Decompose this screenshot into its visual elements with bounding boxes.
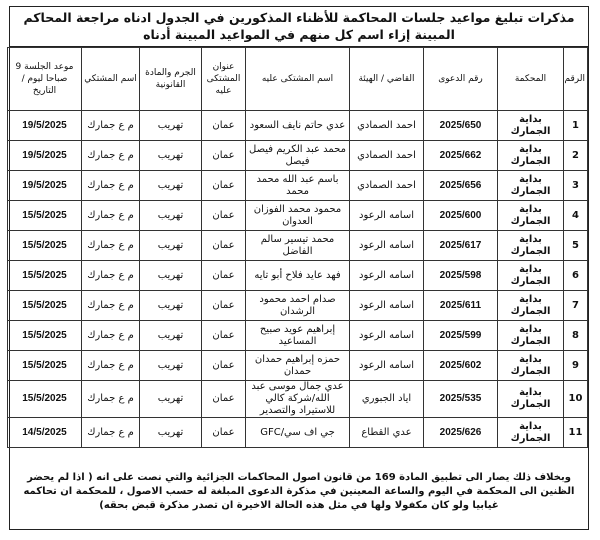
cell-date: 14/5/2025	[8, 418, 82, 448]
cell-num: 6	[564, 261, 588, 291]
cell-date: 19/5/2025	[8, 111, 82, 141]
cell-court: بداية الجمارك	[498, 261, 564, 291]
cell-date: 15/5/2025	[8, 351, 82, 381]
header-crime: الجرم والمادة القانونية	[140, 48, 202, 111]
legal-footer-note: وبخلاف ذلك يصار الى تطبيق المادة 169 من قانون اصول المحاكمات الجزائية والتي نصت على انه ( اذا لم يحضر الظنين الى المحكمة في اليوم والساعة المعينين في مذكرة الدعوى المبلغة له حسب الاصول ، للمحكمة ان تحاكمه غيابيا ولو كان مكفولا ولها في مثل هذه الحالة الاخيرة ان تصدر مذكرة قبض بحقه)	[23, 472, 575, 511]
cell-num: 7	[564, 291, 588, 321]
cell-num: 5	[564, 231, 588, 261]
cell-court: بداية الجمارك	[498, 201, 564, 231]
cell-address: عمان	[202, 141, 246, 171]
cell-judge: عدي القطاع	[350, 418, 424, 448]
table-row	[8, 231, 588, 261]
table-row	[8, 201, 588, 231]
cell-court: بداية الجمارك	[498, 291, 564, 321]
cell-address: عمان	[202, 171, 246, 201]
cell-date: 15/5/2025	[8, 231, 82, 261]
cell-date: 15/5/2025	[8, 381, 82, 418]
cell-defendant: محمد تيسير سالم الفاضل	[246, 231, 350, 261]
header-plaintiff: اسم المشتكي	[82, 48, 140, 111]
cell-num: 8	[564, 321, 588, 351]
cell-defendant: إبراهيم عويد صبيح المساعيد	[246, 321, 350, 351]
cell-address: عمان	[202, 351, 246, 381]
cell-court: بداية الجمارك	[498, 231, 564, 261]
cell-case-no: 2025/600	[424, 201, 498, 231]
cell-address: عمان	[202, 231, 246, 261]
table-row	[8, 381, 588, 418]
cell-crime: تهريب	[140, 381, 202, 418]
header-num: الرقم	[564, 48, 588, 111]
cell-date: 15/5/2025	[8, 201, 82, 231]
cell-case-no: 2025/656	[424, 171, 498, 201]
header-date: موعد الجلسة 9 صباحا ليوم / التاريخ	[8, 48, 82, 111]
cell-num: 10	[564, 381, 588, 418]
cell-date: 15/5/2025	[8, 291, 82, 321]
cell-case-no: 2025/602	[424, 351, 498, 381]
cell-crime: تهريب	[140, 321, 202, 351]
cell-court: بداية الجمارك	[498, 321, 564, 351]
cell-case-no: 2025/535	[424, 381, 498, 418]
cell-defendant: عدي جمال موسى عبد الله/شركة كالي للاستيراد والتصدير	[246, 381, 350, 418]
cell-crime: تهريب	[140, 171, 202, 201]
cell-plaintiff: م ع جمارك	[82, 111, 140, 141]
cell-judge: اسامه الرعود	[350, 231, 424, 261]
cell-defendant: محمود محمد الفوزان العدوان	[246, 201, 350, 231]
table-header-row	[8, 48, 588, 111]
cell-case-no: 2025/617	[424, 231, 498, 261]
table-row	[8, 171, 588, 201]
cell-case-no: 2025/611	[424, 291, 498, 321]
cell-crime: تهريب	[140, 351, 202, 381]
cell-crime: تهريب	[140, 261, 202, 291]
cell-case-no: 2025/599	[424, 321, 498, 351]
table-row	[8, 261, 588, 291]
cell-plaintiff: م ع جمارك	[82, 201, 140, 231]
cell-date: 15/5/2025	[8, 261, 82, 291]
cell-defendant: عدي حاتم نايف السعود	[246, 111, 350, 141]
cell-num: 4	[564, 201, 588, 231]
cell-judge: احمد الصمادي	[350, 141, 424, 171]
cell-court: بداية الجمارك	[498, 171, 564, 201]
cell-address: عمان	[202, 321, 246, 351]
cell-defendant: فهد عايد فلاح أبو تايه	[246, 261, 350, 291]
header-address: عنوان المشتكى عليه	[202, 48, 246, 111]
cell-address: عمان	[202, 201, 246, 231]
cell-judge: اسامه الرعود	[350, 291, 424, 321]
header-judge: القاضي / الهيئة	[350, 48, 424, 111]
table-row	[8, 291, 588, 321]
cell-defendant: محمد عبد الكريم فيصل فيصل	[246, 141, 350, 171]
cell-num: 2	[564, 141, 588, 171]
notice-frame	[9, 6, 589, 530]
cell-judge: احمد الصمادي	[350, 171, 424, 201]
cell-num: 9	[564, 351, 588, 381]
cell-address: عمان	[202, 111, 246, 141]
header-case-no: رقم الدعوى	[424, 48, 498, 111]
cell-date: 19/5/2025	[8, 141, 82, 171]
header-court: المحكمة	[498, 48, 564, 111]
table-row	[8, 111, 588, 141]
cell-crime: تهريب	[140, 201, 202, 231]
table-row	[8, 351, 588, 381]
cell-defendant: باسم عبد الله محمد محمد	[246, 171, 350, 201]
cell-court: بداية الجمارك	[498, 351, 564, 381]
cell-address: عمان	[202, 261, 246, 291]
cell-crime: تهريب	[140, 291, 202, 321]
cell-plaintiff: م ع جمارك	[82, 261, 140, 291]
cell-num: 1	[564, 111, 588, 141]
table-row	[8, 141, 588, 171]
cell-defendant: صدام احمد محمود الرشدان	[246, 291, 350, 321]
cell-plaintiff: م ع جمارك	[82, 418, 140, 448]
table-row	[8, 321, 588, 351]
cell-court: بداية الجمارك	[498, 141, 564, 171]
cell-address: عمان	[202, 381, 246, 418]
cell-plaintiff: م ع جمارك	[82, 231, 140, 261]
cell-judge: اسامه الرعود	[350, 201, 424, 231]
cell-plaintiff: م ع جمارك	[82, 381, 140, 418]
cell-case-no: 2025/662	[424, 141, 498, 171]
cell-plaintiff: م ع جمارك	[82, 291, 140, 321]
cell-plaintiff: م ع جمارك	[82, 321, 140, 351]
hearings-table	[7, 47, 588, 448]
cell-crime: تهريب	[140, 418, 202, 448]
header-defendant: اسم المشتكى عليه	[246, 48, 350, 111]
cell-defendant: حمزه إبراهيم حمدان حمدان	[246, 351, 350, 381]
cell-case-no: 2025/598	[424, 261, 498, 291]
cell-num: 11	[564, 418, 588, 448]
cell-case-no: 2025/650	[424, 111, 498, 141]
cell-court: بداية الجمارك	[498, 381, 564, 418]
cell-judge: اياد الجبوري	[350, 381, 424, 418]
cell-defendant: جي اف سي/GFC	[246, 418, 350, 448]
cell-plaintiff: م ع جمارك	[82, 141, 140, 171]
cell-plaintiff: م ع جمارك	[82, 351, 140, 381]
cell-address: عمان	[202, 418, 246, 448]
cell-judge: اسامه الرعود	[350, 261, 424, 291]
cell-plaintiff: م ع جمارك	[82, 171, 140, 201]
table-row	[8, 418, 588, 448]
cell-address: عمان	[202, 291, 246, 321]
cell-date: 19/5/2025	[8, 171, 82, 201]
cell-num: 3	[564, 171, 588, 201]
cell-judge: اسامه الرعود	[350, 351, 424, 381]
cell-court: بداية الجمارك	[498, 111, 564, 141]
cell-date: 15/5/2025	[8, 321, 82, 351]
cell-crime: تهريب	[140, 141, 202, 171]
cell-crime: تهريب	[140, 111, 202, 141]
cell-judge: اسامه الرعود	[350, 321, 424, 351]
notice-title: مذكرات تبليغ مواعيد جلسات المحاكمة للأظناء المذكورين في الجدول ادناه مراجعة المحاكم المبينة إزاء اسم كل منهم في المواعيد المبينة أدناه	[10, 7, 588, 47]
cell-case-no: 2025/626	[424, 418, 498, 448]
cell-court: بداية الجمارك	[498, 418, 564, 448]
cell-crime: تهريب	[140, 231, 202, 261]
cell-judge: احمد الصمادي	[350, 111, 424, 141]
